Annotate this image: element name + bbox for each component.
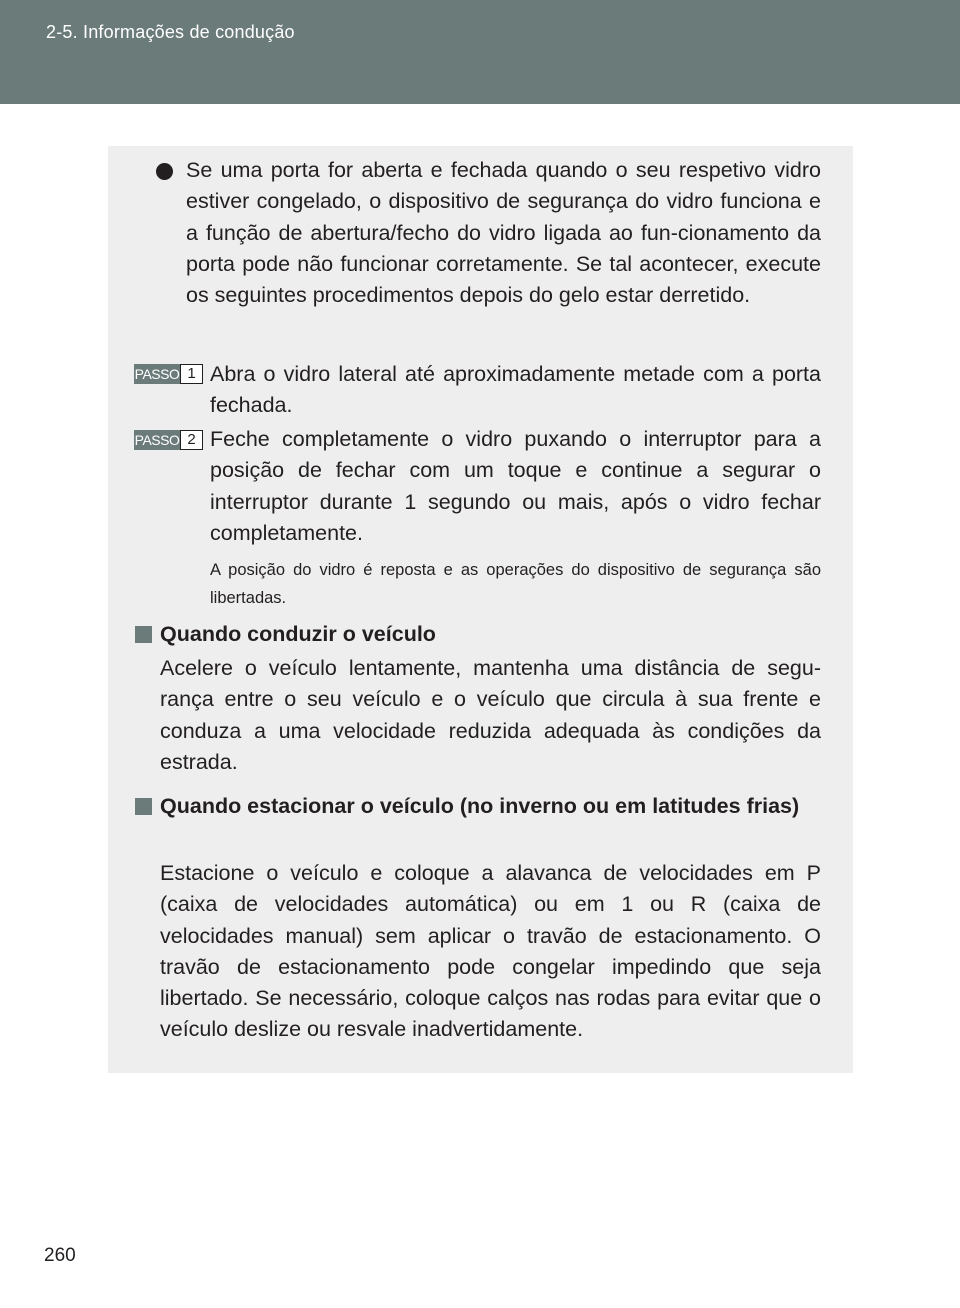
- step-note: A posição do vidro é reposta e as operações do dispositivo de segurança são libertadas.: [210, 561, 821, 607]
- page-number: 260: [44, 1245, 76, 1266]
- bullet-icon: [156, 163, 173, 180]
- step-1-badge: [134, 364, 203, 384]
- step-2-badge: [134, 430, 203, 450]
- step-2-badge-number: 2: [180, 430, 203, 450]
- step-2-badge-word: PASSO: [134, 432, 180, 448]
- section-2-square-icon: [135, 798, 152, 815]
- header-band: [0, 0, 960, 104]
- section-title: 2-5. Informações de condução: [46, 22, 295, 42]
- section-2-body: Estacione o veículo e coloque a alavanca de velocidades em P (caixa de velocidades automática) ou em 1 ou R (caixa de velocidades manual) sem aplicar o travão de estacionamento. O travão de estacionamento pode congelar impedindo que seja libertado. Se necessário, coloque calços nas rodas para evitar que o veículo deslize ou resvale inadvertidamente.: [160, 861, 821, 1042]
- section-1-square-icon: [135, 626, 152, 643]
- step-2-text: Feche completamente o vidro puxando o interruptor para a posição de fechar com um toque e continue a segurar o interruptor durante 1 segundo ou mais, após o vidro fechar completamente.: [210, 427, 821, 545]
- section-2-heading: Quando estacionar o veículo (no inverno ou em latitudes frias): [160, 794, 800, 818]
- step-1-badge-number: 1: [180, 364, 203, 384]
- step-1-badge-word: PASSO: [134, 366, 180, 382]
- bullet-paragraph: Se uma porta for aberta e fechada quando o seu respetivo vidro estiver congelado, o dispositivo de segurança do vidro funciona e a função de abertura/fecho do vidro ligada ao fun-cionamento da porta pode não funcionar corretamente. Se tal acontecer, execute os seguintes procedimentos depois do gelo estar derretido.: [186, 158, 821, 308]
- section-1-body: Acelere o veículo lentamente, mantenha uma distância de segu-rança entre o seu veículo e o veículo que circula à sua frente e conduza a uma velocidade reduzida adequada às condições da estrada.: [160, 656, 821, 774]
- section-1-heading: Quando conduzir o veículo: [160, 622, 436, 646]
- step-1-text: Abra o vidro lateral até aproximadamente metade com a porta fechada.: [210, 362, 821, 418]
